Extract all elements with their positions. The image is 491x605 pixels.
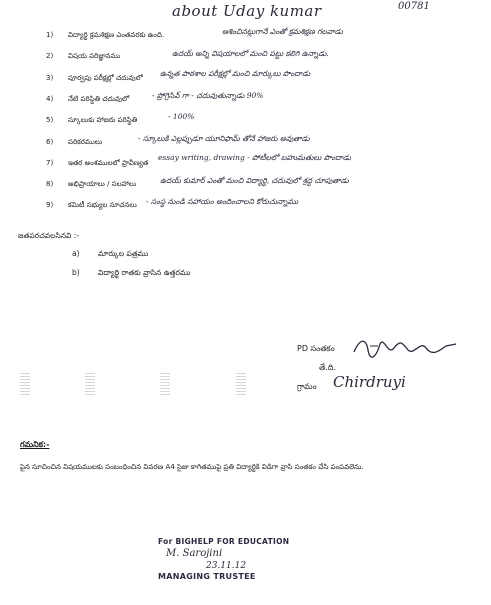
answer-attendance: - 100%: [168, 112, 195, 121]
row-label-attendance: స్కూలుకు హాజరు పరిస్థితి: [68, 116, 138, 124]
answer-other-skills: essay writing, drawing - పోటీలలో బహుమతులు పొందాడు: [158, 153, 352, 162]
row-label-opinions: అభిప్రాయాలు / సలహాలు: [68, 180, 137, 188]
answer-opinions: ఉదయ్ కుమార్ ఎంతో మంచి విద్యార్థి, చదువులో శ్రద్ధ చూపుతాడు: [160, 176, 349, 185]
village-label: గ్రామం: [297, 382, 317, 391]
stamp-date: 23.11.12: [206, 561, 247, 571]
page-title: about Uday kumar: [172, 2, 322, 20]
answer-subject-knowledge: ఉదయ్ అన్ని విషయాలలో మంచి పట్టు కలిగి ఉన్నాడు.: [172, 49, 329, 58]
pd-signature: [350, 334, 460, 362]
row-number: 1): [46, 31, 54, 39]
answer-previous-exams: ఉన్నత పాఠశాల పరీక్షల్లో మంచి మార్కులు పొందాడు: [160, 69, 311, 78]
pd-signature-label: PD సంతకం: [297, 344, 335, 353]
row-number: 5): [46, 116, 54, 124]
row-number: 3): [46, 74, 54, 82]
attachment-marks-sheet: మార్కుల పత్రము: [98, 249, 149, 258]
stamp-signature: M. Sarojini: [166, 548, 223, 559]
attachments-heading: జతపరచవలసినవి :-: [18, 231, 79, 240]
row-label-committee: కమిటీ సభ్యుల సూచనలు: [68, 201, 137, 209]
answer-current-studies: - ప్రోగ్రెసివ్ గా - చదువుతున్నాడు 90%: [152, 91, 264, 100]
row-label-discipline: విద్యార్థి క్రమశిక్షణ ఎంతవరకు ఉంది.: [68, 31, 165, 39]
note-title: గమనిక:-: [20, 440, 50, 449]
row-number: 7): [46, 159, 54, 167]
row-label-subject-knowledge: విషయ పరిజ్ఞానము: [68, 52, 121, 60]
scan-artifact: [160, 373, 170, 395]
village-value: Chirdruyi: [333, 373, 406, 391]
answer-equipment: - స్కూలుకి ఎల్లప్పుడూ యూనిఫామ్ తోనే హాజరు అవుతాడు: [138, 134, 310, 143]
row-label-current-studies: నేటి పరిస్థితి చదువులో: [68, 95, 130, 103]
row-label-previous-exams: పూర్వపు పరీక్షల్లో చదువులో: [68, 74, 143, 82]
scan-artifact: [20, 373, 30, 395]
scan-artifact: [236, 373, 246, 395]
date-label: తే.ది.: [319, 363, 336, 372]
row-number: 8): [46, 180, 54, 188]
stamp-title: MANAGING TRUSTEE: [158, 572, 256, 581]
attachment-letter: a): [72, 249, 80, 258]
note-text: పైన సూచించిన విషయములకు సంబంధించిన వివరణ A4 సైజు కాగితముపై ప్రతి విద్యార్థికి విడిగా వ్రాసి సంతకం చేసి పంపవలెను.: [20, 463, 364, 471]
answer-committee: - సంస్థ నుండి సహాయం అందించాలని కోరుచున్నాము: [146, 197, 299, 206]
answer-discipline: ఆశించినట్లుగానే ఎంతో క్రమశిక్షణ గలవాడు: [222, 27, 343, 36]
attachment-student-letter: విద్యార్థి రాతకు వ్రాసిన ఉత్తరము: [98, 268, 191, 277]
row-number: 9): [46, 201, 54, 209]
row-number: 6): [46, 138, 54, 146]
stamp-organisation: For BIGHELP FOR EDUCATION: [158, 537, 290, 546]
row-number: 2): [46, 52, 54, 60]
row-number: 4): [46, 95, 54, 103]
row-label-equipment: పరికరములు: [68, 138, 103, 146]
row-label-other-skills: ఇతర అంశములలో ప్రావీణ్యత: [68, 159, 149, 167]
document-number: 00781: [398, 1, 430, 12]
attachment-letter: b): [72, 268, 80, 277]
scan-artifact: [85, 373, 95, 395]
